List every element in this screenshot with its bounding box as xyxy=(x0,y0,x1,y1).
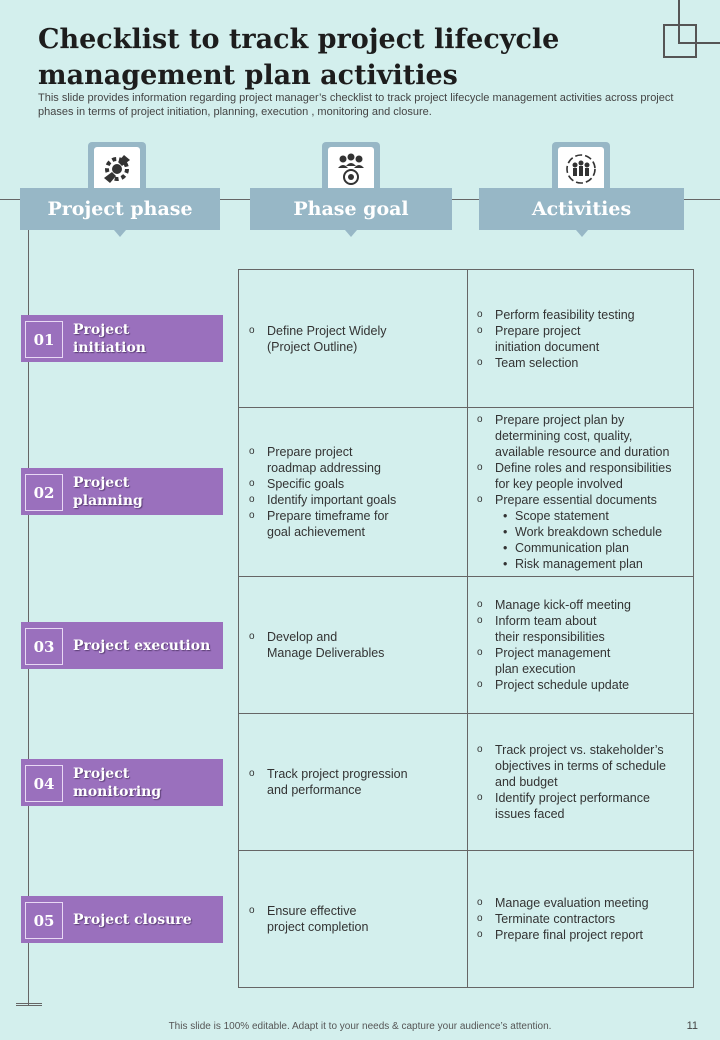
phase-item-monitoring xyxy=(21,759,223,806)
activity-cell xyxy=(477,407,691,576)
activity-item: o Identify project performance issues faced xyxy=(477,790,666,822)
timeline-base xyxy=(16,1005,42,1006)
gear-hand-icon xyxy=(100,152,134,186)
phase-label: Project execution xyxy=(73,637,211,654)
phase-item-execution xyxy=(21,622,223,669)
goal-item: o Specific goals xyxy=(249,476,396,492)
phase-number: 01 xyxy=(25,321,63,358)
activity-item: o Define roles and responsibilities for key people involved xyxy=(477,460,671,492)
activity-item: o Prepare final project report xyxy=(477,927,649,943)
phase-item-initiation xyxy=(21,315,223,362)
team-cycle-icon xyxy=(564,152,598,186)
page-title: Checklist to track project lifecycle management plan activities xyxy=(38,24,560,91)
activity-item: o Team selection xyxy=(477,355,635,371)
page-number: 11 xyxy=(686,1020,698,1032)
phase-number: 02 xyxy=(25,474,63,511)
phase-number: 04 xyxy=(25,765,63,802)
phase-item-closure xyxy=(21,896,223,943)
activity-cell xyxy=(477,713,691,850)
goal-item: o Prepare project roadmap addressing xyxy=(249,444,396,476)
activity-item: o Manage evaluation meeting xyxy=(477,895,649,911)
activity-item: • Communication plan xyxy=(477,540,671,556)
goal-cell xyxy=(249,407,461,576)
goal-cell xyxy=(249,713,461,850)
team-target-icon xyxy=(334,152,368,186)
timeline-base xyxy=(16,1003,42,1004)
activity-item: o Prepare project plan by determining cost, quality, available resource and duration xyxy=(477,412,671,460)
header-activities: Activities xyxy=(479,188,684,230)
phase-label: Project initiation xyxy=(73,321,146,356)
goal-item: o Ensure effective project completion xyxy=(249,903,368,935)
phase-number: 03 xyxy=(25,628,63,665)
phase-label: Project closure xyxy=(73,911,192,928)
goal-item: o Track project progression and performance xyxy=(249,766,408,798)
goal-cell xyxy=(249,270,461,407)
activity-item: o Prepare essential documents xyxy=(477,492,671,508)
header-project-phase: Project phase xyxy=(20,188,220,230)
header-phase-goal: Phase goal xyxy=(250,188,452,230)
goal-item: o Develop and Manage Deliverables xyxy=(249,629,384,661)
activity-item: o Terminate contractors xyxy=(477,911,649,927)
corner-square-decoration xyxy=(678,0,720,44)
activity-item: • Work breakdown schedule xyxy=(477,524,671,540)
activity-item: o Inform team about their responsibilities xyxy=(477,613,631,645)
activity-item: o Project schedule update xyxy=(477,677,631,693)
activity-item: o Track project vs. stakeholder’s objectives in terms of schedule and budget xyxy=(477,742,666,790)
activity-item: o Manage kick-off meeting xyxy=(477,597,631,613)
phase-number: 05 xyxy=(25,902,63,939)
goal-cell xyxy=(249,576,461,713)
goal-item: o Prepare timeframe for goal achievement xyxy=(249,508,396,540)
activity-cell xyxy=(477,850,691,987)
activity-item: • Scope statement xyxy=(477,508,671,524)
activity-item: o Perform feasibility testing xyxy=(477,307,635,323)
activity-item: o Project management plan execution xyxy=(477,645,631,677)
goal-item: o Identify important goals xyxy=(249,492,396,508)
footer-note: This slide is 100% editable. Adapt it to your needs & capture your audience’s attention. xyxy=(168,1021,552,1032)
column-divider xyxy=(467,270,468,987)
activity-cell xyxy=(477,270,691,407)
activity-cell xyxy=(477,576,691,713)
page-subtitle: This slide provides information regarding project manager’s checklist to track project lifecycle management activities across project phases in terms of project initiation, planning, execution , monitoring and closure. xyxy=(38,92,674,118)
phase-label: Project monitoring xyxy=(73,765,162,800)
checklist-table xyxy=(238,269,694,988)
activity-item: o Prepare project initiation document xyxy=(477,323,635,355)
goal-cell xyxy=(249,850,461,987)
phase-item-planning xyxy=(21,468,223,515)
goal-item: o Define Project Widely (Project Outline) xyxy=(249,323,387,355)
phase-label: Project planning xyxy=(73,474,143,509)
activity-item: • Risk management plan xyxy=(477,556,671,572)
